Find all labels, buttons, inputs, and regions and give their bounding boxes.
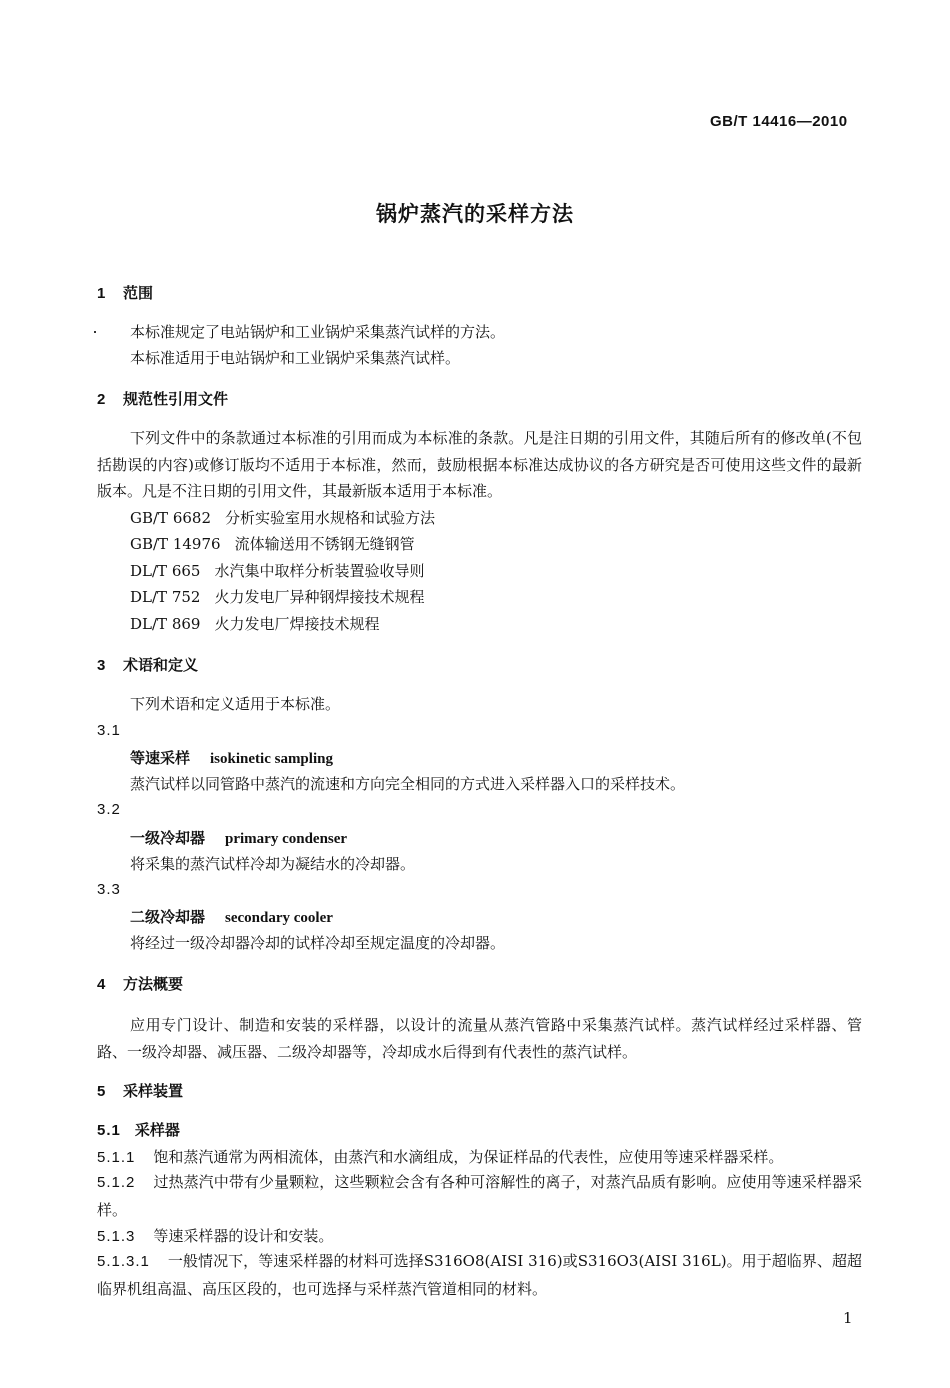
clause-5-1-3: [97, 1225, 333, 1246]
subsection-number: 5.1: [97, 1122, 121, 1139]
term-heading: [130, 827, 347, 848]
section-title: 采样装置: [123, 1082, 184, 1100]
subsection-5-1-heading: [97, 1119, 180, 1140]
clause-5-1-3-1: [97, 1248, 862, 1302]
reference-item: [130, 533, 415, 554]
subsection-title: 采样器: [134, 1121, 180, 1139]
section-4-heading: [97, 973, 183, 994]
reference-item: [130, 586, 424, 607]
section-3-heading: [97, 654, 198, 675]
term-definition: 蒸汽试样以同管路中蒸汽的流速和方向完全相同的方式进入采样器入口的采样技术。: [130, 775, 686, 793]
reference-title: 火力发电厂异种钢焊接技术规程: [214, 588, 425, 606]
term-zh: 等速采样: [130, 749, 191, 767]
term-number: 3.1: [97, 722, 121, 739]
reference-code: GB/T 14976: [130, 535, 221, 553]
clause-text: 等速采样器的设计和安装。: [153, 1227, 334, 1245]
clause-number: 5.1.2: [97, 1174, 136, 1191]
page-number: 1: [843, 1309, 853, 1327]
scan-speck: [94, 331, 96, 333]
section-number: 4: [97, 976, 106, 993]
section-5-heading: [97, 1080, 183, 1101]
clause-number: 5.1.3: [97, 1228, 136, 1245]
clause-text: 饱和蒸汽通常为两相流体，由蒸汽和水滴组成，为保证样品的代表性，应使用等速采样器采样。: [153, 1148, 784, 1166]
clause-text: 过热蒸汽中带有少量颗粒，这些颗粒会含有各种可溶解性的离子，对蒸汽品质有影响。应使用等速采样器采样。: [97, 1173, 862, 1219]
clause-5-1-1: [97, 1146, 783, 1167]
reference-item: [130, 560, 424, 581]
term-zh: 一级冷却器: [130, 829, 206, 847]
section-title: 方法概要: [123, 975, 184, 993]
term-en: secondary cooler: [225, 910, 333, 926]
paragraph: 下列文件中的条款通过本标准的引用而成为本标准的条款。凡是注日期的引用文件，其随后所有的修改单(不包括勘误的内容)或修订版均不适用于本标准，然而，鼓励根据本标准达成协议的各方研究是否可使用这些文件的最新版本。凡是不注日期的引用文件，其最新版本适用于本标准。: [97, 429, 862, 500]
clause-number: 5.1.3.1: [97, 1253, 150, 1270]
section-number: 5: [97, 1083, 106, 1100]
term-en: isokinetic sampling: [210, 751, 333, 767]
section-1-heading: [97, 282, 153, 303]
term-definition: 将经过一级冷却器冷却的试样冷却至规定温度的冷却器。: [130, 934, 506, 952]
reference-code: GB/T 6682: [130, 509, 212, 527]
term-zh: 二级冷却器: [130, 908, 206, 926]
reference-title: 水汽集中取样分析装置验收导则: [214, 562, 425, 580]
reference-title: 流体输送用不锈钢无缝钢管: [234, 535, 415, 553]
standard-number: GB/T 14416—2010: [710, 113, 848, 130]
clause-5-1-2: [97, 1169, 862, 1223]
paragraph: 本标准适用于电站锅炉和工业锅炉采集蒸汽试样。: [130, 349, 461, 367]
section-2-heading: [97, 388, 228, 409]
term-definition: 将采集的蒸汽试样冷却为凝结水的冷却器。: [130, 855, 416, 873]
term-heading: [130, 906, 333, 927]
section-number: 3: [97, 657, 106, 674]
reference-title: 分析实验室用水规格和试验方法: [225, 509, 436, 527]
section-title: 术语和定义: [123, 656, 199, 674]
paragraph: 本标准规定了电站锅炉和工业锅炉采集蒸汽试样的方法。: [130, 323, 506, 341]
paragraph: 下列术语和定义适用于本标准。: [130, 695, 341, 713]
term-en: primary condenser: [225, 831, 348, 847]
section-number: 2: [97, 391, 106, 408]
clause-number: 5.1.1: [97, 1149, 136, 1166]
term-heading: [130, 747, 333, 768]
section-number: 1: [97, 285, 106, 302]
reference-title: 火力发电厂焊接技术规程: [214, 615, 380, 633]
document-title: 锅炉蒸汽的采样方法: [376, 202, 574, 226]
reference-item: [130, 613, 379, 634]
reference-code: DL/T 752: [130, 588, 201, 606]
clause-text: 一般情况下，等速采样器的材料可选择S316O8(AISI 316)或S316O3(AISI 316L)。用于超临界、超超临界机组高温、高压区段的，也可选择与采样蒸汽管道相同的材料。: [97, 1252, 862, 1298]
reference-code: DL/T 665: [130, 562, 201, 580]
term-number: 3.3: [97, 881, 121, 898]
section-title: 范围: [123, 284, 154, 302]
reference-code: DL/T 869: [130, 615, 201, 633]
reference-item: [130, 507, 435, 528]
section-title: 规范性引用文件: [123, 390, 229, 408]
term-number: 3.2: [97, 801, 121, 818]
paragraph: 应用专门设计、制造和安装的采样器，以设计的流量从蒸汽管路中采集蒸汽试样。蒸汽试样经过采样器、管路、一级冷却器、减压器、二级冷却器等，冷却成水后得到有代表性的蒸汽试样。: [97, 1016, 862, 1061]
